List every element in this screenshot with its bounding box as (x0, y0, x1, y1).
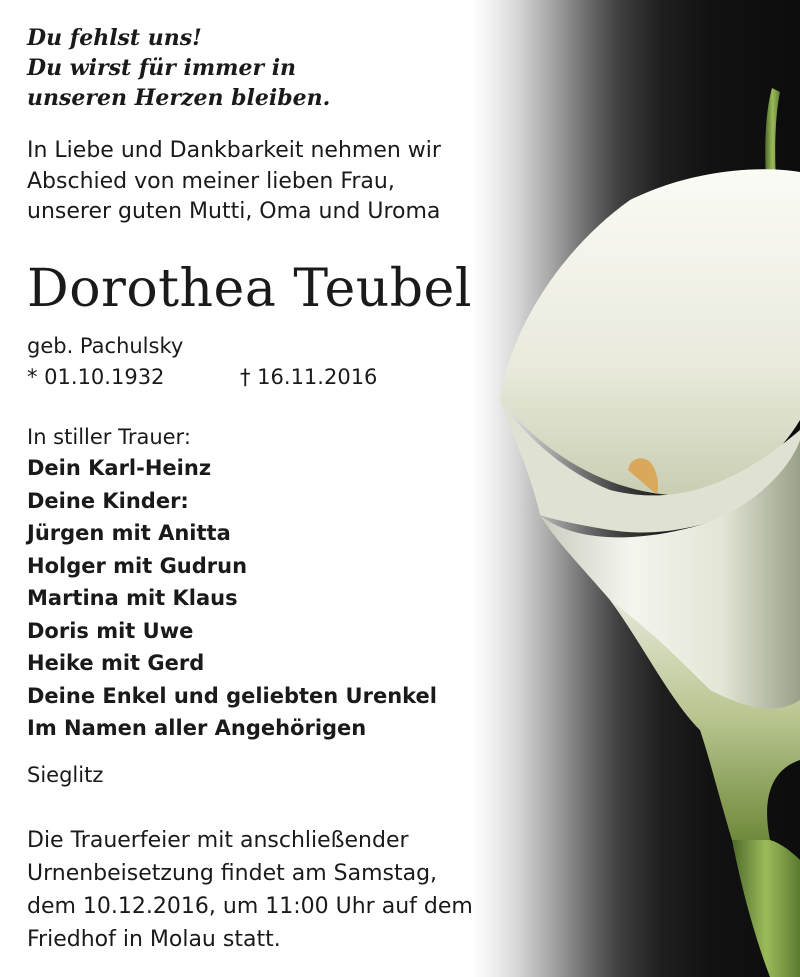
birth-name: geb. Pachulsky (27, 334, 184, 358)
service-line: Friedhof in Molau statt. (27, 927, 281, 952)
mourner-item: Heike mit Gerd (27, 651, 205, 675)
life-dates (27, 362, 378, 392)
service-line: Urnenbeisetzung findet am Samstag, (27, 861, 438, 886)
mourning-label: In stiller Trauer: (27, 425, 191, 449)
service-line: Die Trauerfeier mit anschließender (27, 828, 409, 853)
motto (27, 23, 330, 113)
funeral-service-info (27, 824, 473, 956)
mourner-item: Deine Kinder: (27, 488, 189, 513)
intro-line: unserer guten Mutti, Oma und Uroma (27, 199, 441, 224)
intro-line: Abschied von meiner lieben Frau, (27, 168, 395, 194)
intro-line: In Liebe und Dankbarkeit nehmen wir (27, 138, 441, 163)
calla-lily-icon (470, 0, 800, 977)
motto-line: Du wirst für immer in (27, 55, 297, 81)
motto-line: unseren Herzen bleiben. (27, 85, 331, 111)
intro-text (27, 136, 441, 228)
mourner-item: Deine Enkel und geliebten Urenkel (27, 683, 438, 708)
deceased-name: Dorothea Teubel (27, 259, 472, 319)
motto-line: Du fehlst uns! (27, 25, 202, 51)
service-line: dem 10.12.2016, um 11:00 Uhr auf dem (27, 894, 473, 919)
mourner-item: Holger mit Gudrun (27, 553, 248, 578)
mourner-item: Doris mit Uwe (27, 618, 194, 643)
mourner-item: Im Namen aller Angehörigen (27, 716, 367, 740)
mourner-item: Jürgen mit Anitta (27, 521, 231, 545)
mourner-item: Dein Karl-Heinz (27, 456, 212, 480)
place-name: Sieglitz (27, 763, 104, 787)
mourners-list (27, 452, 437, 745)
birth-date: * 01.10.1932 (27, 365, 165, 389)
death-date: † 16.11.2016 (240, 365, 378, 389)
mourner-item: Martina mit Klaus (27, 586, 238, 610)
